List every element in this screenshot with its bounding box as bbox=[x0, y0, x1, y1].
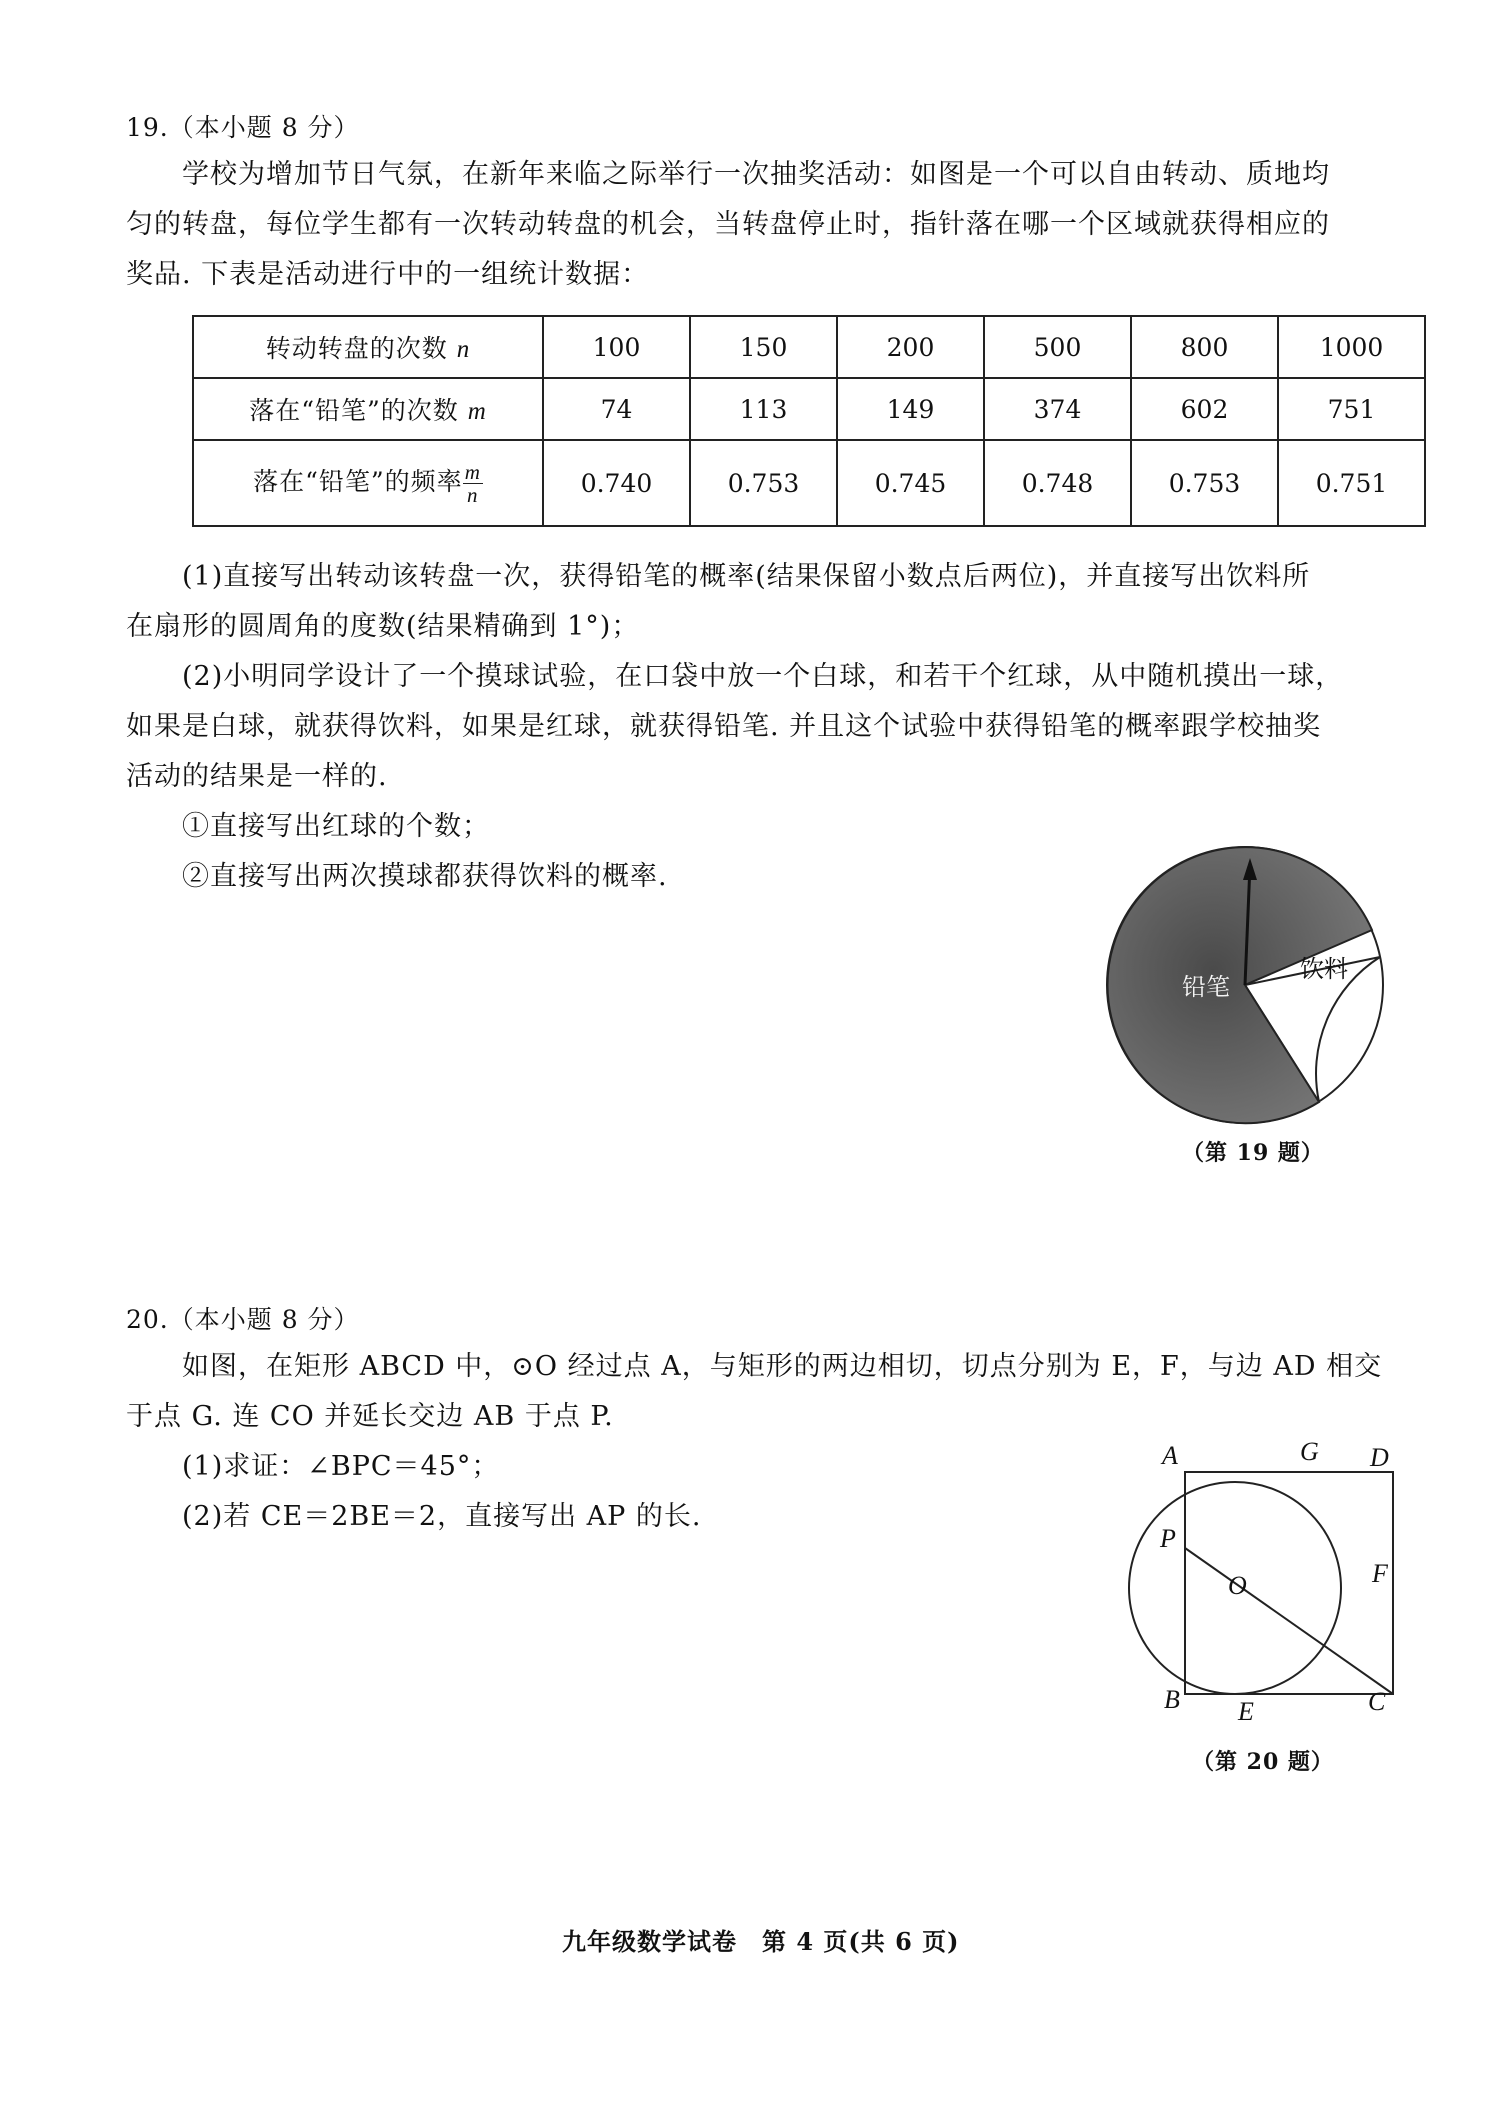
cell-freq-1: 0.753 bbox=[690, 440, 837, 526]
q20-part1: (1)求证：∠BPC＝45°； bbox=[182, 1451, 500, 1482]
q20-heading: 20.（本小题 8 分） bbox=[126, 1305, 360, 1334]
label-g: G bbox=[1300, 1437, 1319, 1466]
q20-part2: (2)若 CE＝2BE＝2，直接写出 AP 的长. bbox=[182, 1501, 702, 1532]
q19-sub1: ①直接写出红球的个数； bbox=[182, 811, 490, 842]
cell-m-4: 602 bbox=[1131, 378, 1278, 440]
q19-caption: （第 19 题） bbox=[1182, 1140, 1324, 1166]
cell-n-0: 100 bbox=[543, 316, 690, 378]
q19-intro-line1: 学校为增加节日气氛，在新年来临之际举行一次抽奖活动：如图是一个可以自由转动、质地均 bbox=[182, 159, 1330, 190]
row-label-freq: 落在“铅笔”的频率 $\frac{m}{n}$ bbox=[193, 440, 543, 526]
cell-m-0: 74 bbox=[543, 378, 690, 440]
label-c: C bbox=[1368, 1687, 1386, 1716]
cell-m-2: 149 bbox=[837, 378, 984, 440]
cell-freq-2: 0.745 bbox=[837, 440, 984, 526]
cell-freq-5: 0.751 bbox=[1278, 440, 1425, 526]
label-b: B bbox=[1164, 1685, 1180, 1714]
row-label-n: 转动转盘的次数 n bbox=[193, 316, 543, 378]
q19-heading: 19.（本小题 8 分） bbox=[126, 113, 360, 142]
q19-intro bbox=[126, 150, 1426, 300]
label-f: F bbox=[1372, 1559, 1388, 1588]
line-cp bbox=[1185, 1548, 1393, 1694]
pencil-label: 铅笔 bbox=[1182, 973, 1230, 1001]
table-row-n bbox=[193, 316, 1425, 378]
cell-n-2: 200 bbox=[837, 316, 984, 378]
cell-freq-3: 0.748 bbox=[984, 440, 1131, 526]
label-a: A bbox=[1162, 1441, 1178, 1470]
label-o: O bbox=[1228, 1571, 1247, 1600]
cell-freq-4: 0.753 bbox=[1131, 440, 1278, 526]
cell-n-5: 1000 bbox=[1278, 316, 1425, 378]
row-label-m: 落在“铅笔”的次数 m bbox=[193, 378, 543, 440]
cell-n-1: 150 bbox=[690, 316, 837, 378]
table-row-freq bbox=[193, 440, 1425, 526]
q19-part2-line3: 活动的结果是一样的. bbox=[126, 761, 388, 792]
cell-n-3: 500 bbox=[984, 316, 1131, 378]
spinner-figure bbox=[1100, 840, 1390, 1130]
drink-label: 饮料 bbox=[1300, 955, 1348, 983]
label-p: P bbox=[1160, 1524, 1176, 1553]
q19-stats-table bbox=[192, 315, 1426, 527]
q20-intro-line2: 于点 G. 连 CO 并延长交边 AB 于点 P. bbox=[126, 1401, 614, 1432]
q19-part1-line2: 在扇形的圆周角的度数(结果精确到 1°)； bbox=[126, 611, 640, 642]
table-row-m bbox=[193, 378, 1425, 440]
rectangle-abcd bbox=[1185, 1472, 1393, 1694]
q19-part1-line1: (1)直接写出转动该转盘一次，获得铅笔的概率(结果保留小数点后两位)，并直接写出饮料所 bbox=[182, 561, 1311, 592]
q19-intro-line3: 奖品. 下表是活动进行中的一组统计数据： bbox=[126, 259, 650, 290]
q20-intro-line1: 如图，在矩形 ABCD 中，⊙O 经过点 A，与矩形的两边相切，切点分别为 E，F，与边 AD 相交 bbox=[182, 1351, 1383, 1382]
q20-caption: （第 20 题） bbox=[1192, 1749, 1334, 1775]
cell-m-3: 374 bbox=[984, 378, 1131, 440]
q19-sub2: ②直接写出两次摸球都获得饮料的概率. bbox=[182, 861, 668, 892]
cell-m-5: 751 bbox=[1278, 378, 1425, 440]
page-footer: 九年级数学试卷 第 4 页(共 6 页) bbox=[562, 1927, 960, 1956]
cell-freq-0: 0.740 bbox=[543, 440, 690, 526]
label-e: E bbox=[1238, 1697, 1254, 1726]
label-d: D bbox=[1370, 1443, 1389, 1472]
q19-part2-line1: (2)小明同学设计了一个摸球试验，在口袋中放一个白球，和若干个红球，从中随机摸出一球， bbox=[182, 661, 1344, 692]
geometry-figure bbox=[1110, 1430, 1410, 1730]
q19-intro-line2: 匀的转盘，每位学生都有一次转动转盘的机会，当转盘停止时，指针落在哪一个区域就获得相应的 bbox=[126, 209, 1330, 240]
q19-part2-line2: 如果是白球，就获得饮料，如果是红球，就获得铅笔. 并且这个试验中获得铅笔的概率跟学校抽奖 bbox=[126, 711, 1322, 742]
fraction-m-over-n: $\frac{m}{n}$ bbox=[464, 459, 481, 507]
cell-m-1: 113 bbox=[690, 378, 837, 440]
cell-n-4: 800 bbox=[1131, 316, 1278, 378]
